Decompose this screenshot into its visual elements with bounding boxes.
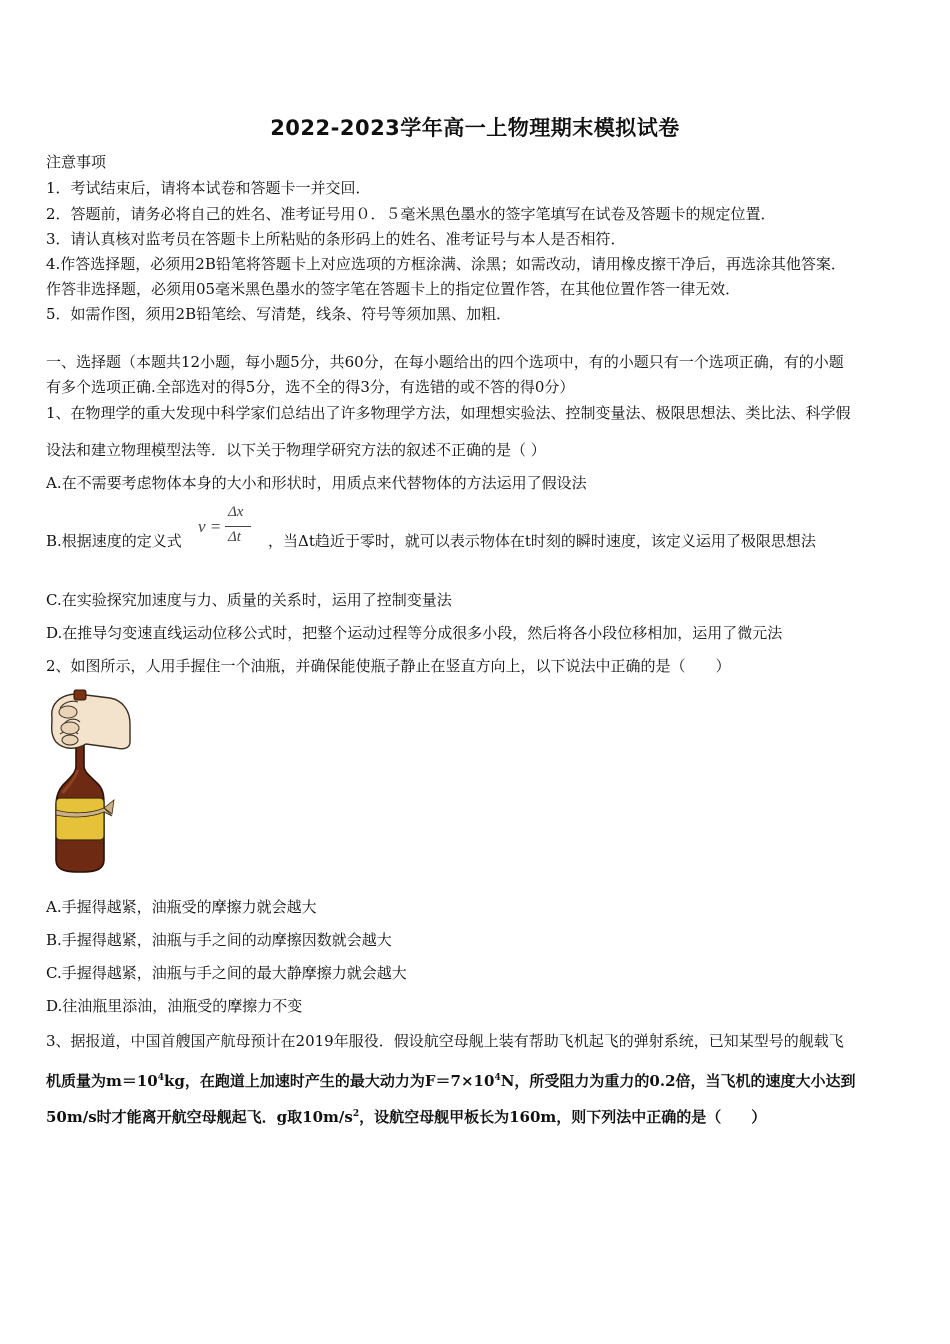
question-1-stem-line1: 1、在物理学的重大发现中科学家们总结出了许多物理学方法，如理想实验法、控制变量法、极限思想法、类比法、科学假 [46, 404, 851, 422]
question-1-option-d: D.在推导匀变速直线运动位移公式时，把整个运动过程等分成很多小段，然后将各小段位移相加，运用了微元法 [46, 624, 783, 642]
notice-item-4: 4.作答选择题，必须用2B铅笔将答题卡上对应选项的方框涂满、涂黑；如需改动，请用橡皮擦干净后，再选涂其他答案． [46, 255, 846, 273]
notice-item-5: 5．如需作图，须用2B铅笔绘、写清楚，线条、符号等须加黑、加粗． [46, 305, 512, 323]
question-2-stem: 2、如图所示，人用手握住一个油瓶，并确保能使瓶子静止在竖直方向上，以下说法中正确的是（ ） [46, 657, 731, 675]
notice-item-1: 1．考试结束后，请将本试卷和答题卡一并交回． [46, 179, 371, 197]
question-3-stem-line3 [46, 1104, 766, 1127]
question-2-option-d: D.往油瓶里添油，油瓶受的摩擦力不变 [46, 997, 303, 1015]
q3-sup-1: 4 [157, 1073, 165, 1083]
question-1-option-b-prefix: B.根据速度的定义式 [46, 532, 182, 550]
question-3-stem-line2 [46, 1068, 856, 1091]
notice-heading: 注意事项 [46, 153, 107, 171]
question-3-stem-line1: 3、据报道，中国首艘国产航母预计在2019年服役．假设航空母舰上装有帮助飞机起飞的弹射系统，已知某型号的舰载飞 [46, 1032, 844, 1050]
question-1-option-a: A.在不需要考虑物体本身的大小和形状时，用质点来代替物体的方法运用了假设法 [46, 474, 587, 492]
notice-item-4-cont: 作答非选择题，必须用05毫米黑色墨水的签字笔在答题卡上的指定位置作答，在其他位置作答一律无效． [46, 280, 741, 298]
question-1-stem-line2: 设法和建立物理模型法等．以下关于物理学研究方法的叙述不正确的是（ ） [46, 441, 546, 459]
question-1-option-b-suffix: ，当Δt趋近于零时，就可以表示物体在t时刻的瞬时速度，该定义运用了极限思想法 [268, 532, 816, 550]
q3-text-d: 50m/s时才能离开航空母舰起飞．g取10m/s [46, 1108, 353, 1126]
formula-v: v = [198, 517, 222, 536]
section-heading-line1: 一、选择题（本题共12小题，每小题5分，共60分，在每小题给出的四个选项中，有的小题只有一个选项正确，有的小题 [46, 353, 844, 371]
notice-item-2: 2．答题前，请务必将自己的姓名、准考证号用０．５毫米黑色墨水的签字笔填写在试卷及答题卡的规定位置． [46, 205, 776, 223]
q3-text-c: N，所受阻力为重力的0.2倍，当飞机的速度大小达到 [500, 1072, 856, 1090]
question-2-option-a: A.手握得越紧，油瓶受的摩擦力就会越大 [46, 898, 317, 916]
formula-numerator: Δx [228, 504, 244, 520]
q3-text-a: 机质量为m＝10 [46, 1072, 158, 1090]
oil-bottle-hand-illustration [46, 688, 136, 874]
q3-text-b: kg，在跑道上加速时产生的最大动力为F＝7×10 [164, 1072, 495, 1090]
page-title: 2022-2023学年高一上物理期末模拟试卷 [270, 116, 680, 140]
question-1-option-c: C.在实验探究加速度与力、质量的关系时，运用了控制变量法 [46, 591, 452, 609]
question-2-option-b: B.手握得越紧，油瓶与手之间的动摩擦因数就会越大 [46, 931, 392, 949]
notice-item-3: 3．请认真核对监考员在答题卡上所粘贴的条形码上的姓名、准考证号与本人是否相符． [46, 230, 626, 248]
section-heading-line2: 有多个选项正确.全部选对的得5分，选不全的得3分，有选错的或不答的得0分） [46, 378, 575, 396]
fraction-bar [225, 526, 251, 527]
q3-sup-3: 2 [352, 1109, 360, 1119]
velocity-formula [198, 503, 258, 551]
q3-sup-2: 4 [494, 1073, 501, 1083]
formula-denominator: Δt [228, 529, 241, 545]
question-2-option-c: C.手握得越紧，油瓶与手之间的最大静摩擦力就会越大 [46, 964, 407, 982]
q3-text-e: ，设航空母舰甲板长为160m，则下列法中正确的是（ ） [359, 1108, 767, 1126]
